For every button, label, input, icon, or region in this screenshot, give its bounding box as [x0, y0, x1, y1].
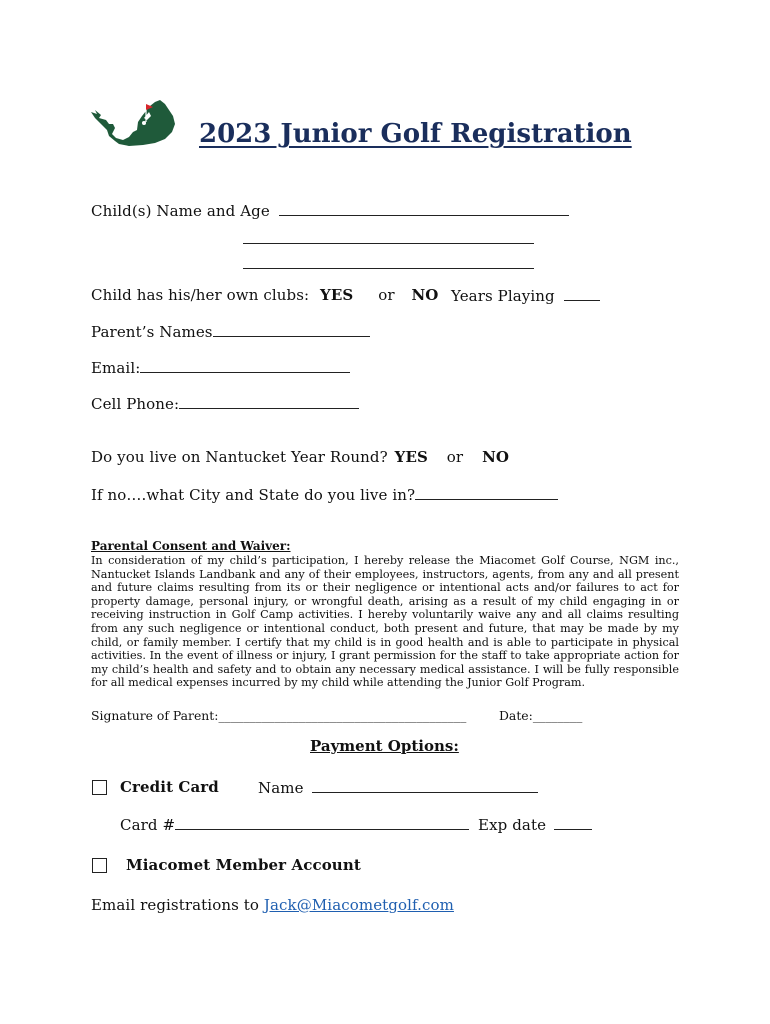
registration-email-link[interactable]: Jack@Miacometgolf.com	[263, 896, 454, 914]
cardholder-name-line[interactable]	[312, 778, 538, 793]
email-registration-line	[91, 896, 454, 914]
cardholder-name-label: Name	[258, 779, 304, 797]
year-round-no-option[interactable]: NO	[482, 448, 510, 466]
signature-row	[91, 708, 466, 723]
exp-date-label: Exp date	[478, 816, 547, 834]
year-round-or-text: or	[446, 448, 464, 466]
cell-phone-field	[91, 394, 359, 413]
parents-names-label: Parent’s Names	[91, 323, 213, 341]
child-name-line-1[interactable]	[279, 201, 569, 216]
credit-card-checkbox[interactable]	[92, 780, 107, 795]
exp-date-line[interactable]	[554, 815, 592, 830]
year-round-row	[91, 448, 509, 466]
date-field	[499, 708, 582, 723]
child-name-field	[91, 201, 569, 220]
card-number-field	[120, 815, 592, 834]
member-account-checkbox[interactable]	[92, 858, 107, 873]
own-clubs-row	[91, 286, 438, 304]
email-field	[91, 358, 350, 377]
clubs-no-option[interactable]: NO	[411, 286, 439, 304]
clubs-yes-option[interactable]: YES	[320, 286, 354, 304]
waiver-heading: Parental Consent and Waiver:	[91, 539, 291, 553]
cardholder-name-field	[258, 778, 538, 797]
child-name-line-2[interactable]	[243, 229, 534, 244]
signature-line[interactable]: ________________________________________	[218, 708, 467, 723]
year-round-yes-option[interactable]: YES	[394, 448, 428, 466]
city-state-field	[91, 485, 558, 504]
year-round-label: Do you live on Nantucket Year Round?	[91, 448, 388, 466]
city-state-line[interactable]	[415, 485, 558, 500]
email-label: Email:	[91, 359, 141, 377]
cell-phone-line[interactable]	[179, 394, 359, 409]
credit-card-label: Credit Card	[120, 778, 219, 796]
date-label: Date:	[499, 708, 533, 723]
child-name-label: Child(s) Name and Age	[91, 202, 270, 220]
card-number-label: Card #	[120, 816, 176, 834]
email-line[interactable]	[140, 358, 350, 373]
child-name-line-3[interactable]	[243, 254, 534, 269]
city-state-label: If no….what City and State do you live in?	[91, 486, 416, 504]
own-clubs-label: Child has his/her own clubs:	[91, 286, 310, 304]
signature-label: Signature of Parent:	[91, 708, 219, 723]
clubs-or-text: or	[378, 286, 395, 304]
years-playing-field	[451, 286, 600, 305]
parents-names-line[interactable]	[213, 322, 370, 337]
golf-course-logo	[89, 94, 177, 150]
years-playing-label: Years Playing	[451, 287, 555, 305]
payment-heading: Payment Options:	[310, 737, 459, 755]
member-account-label: Miacomet Member Account	[126, 856, 361, 874]
date-line[interactable]: ________	[532, 708, 583, 723]
parents-names-field	[91, 322, 370, 341]
years-playing-line[interactable]	[564, 286, 600, 301]
cell-phone-label: Cell Phone:	[91, 395, 180, 413]
page-title: 2023 Junior Golf Registration	[199, 119, 632, 149]
card-number-line[interactable]	[175, 815, 469, 830]
waiver-paragraph: In consideration of my child’s participation, I hereby release the Miacomet Golf Course, NGM inc., Nantucket Islands Landbank and any of their employees, instructors, agents, from any and all present and future claims resulting from its or their negligence or intentional acts and/or failures to act for property damage, personal injury, or wrongful death, arising as a result of my child engaging in or receiving instruction in Golf Camp activities. I hereby voluntarily waive any and all claims resulting from any such negligence or intentional conduct, both present and future, that may be made by my child, or family member. I certify that my child is in good health and is able to participate in physical activities. In the event of illness or injury, I grant permission for the staff to take appropriate action for my child’s health and safety and to obtain any necessary medical assistance. I will be fully responsible for all medical expenses incurred by my child while attending the Junior Golf Program.	[91, 554, 679, 690]
email-prefix-text: Email registrations to	[91, 896, 260, 914]
